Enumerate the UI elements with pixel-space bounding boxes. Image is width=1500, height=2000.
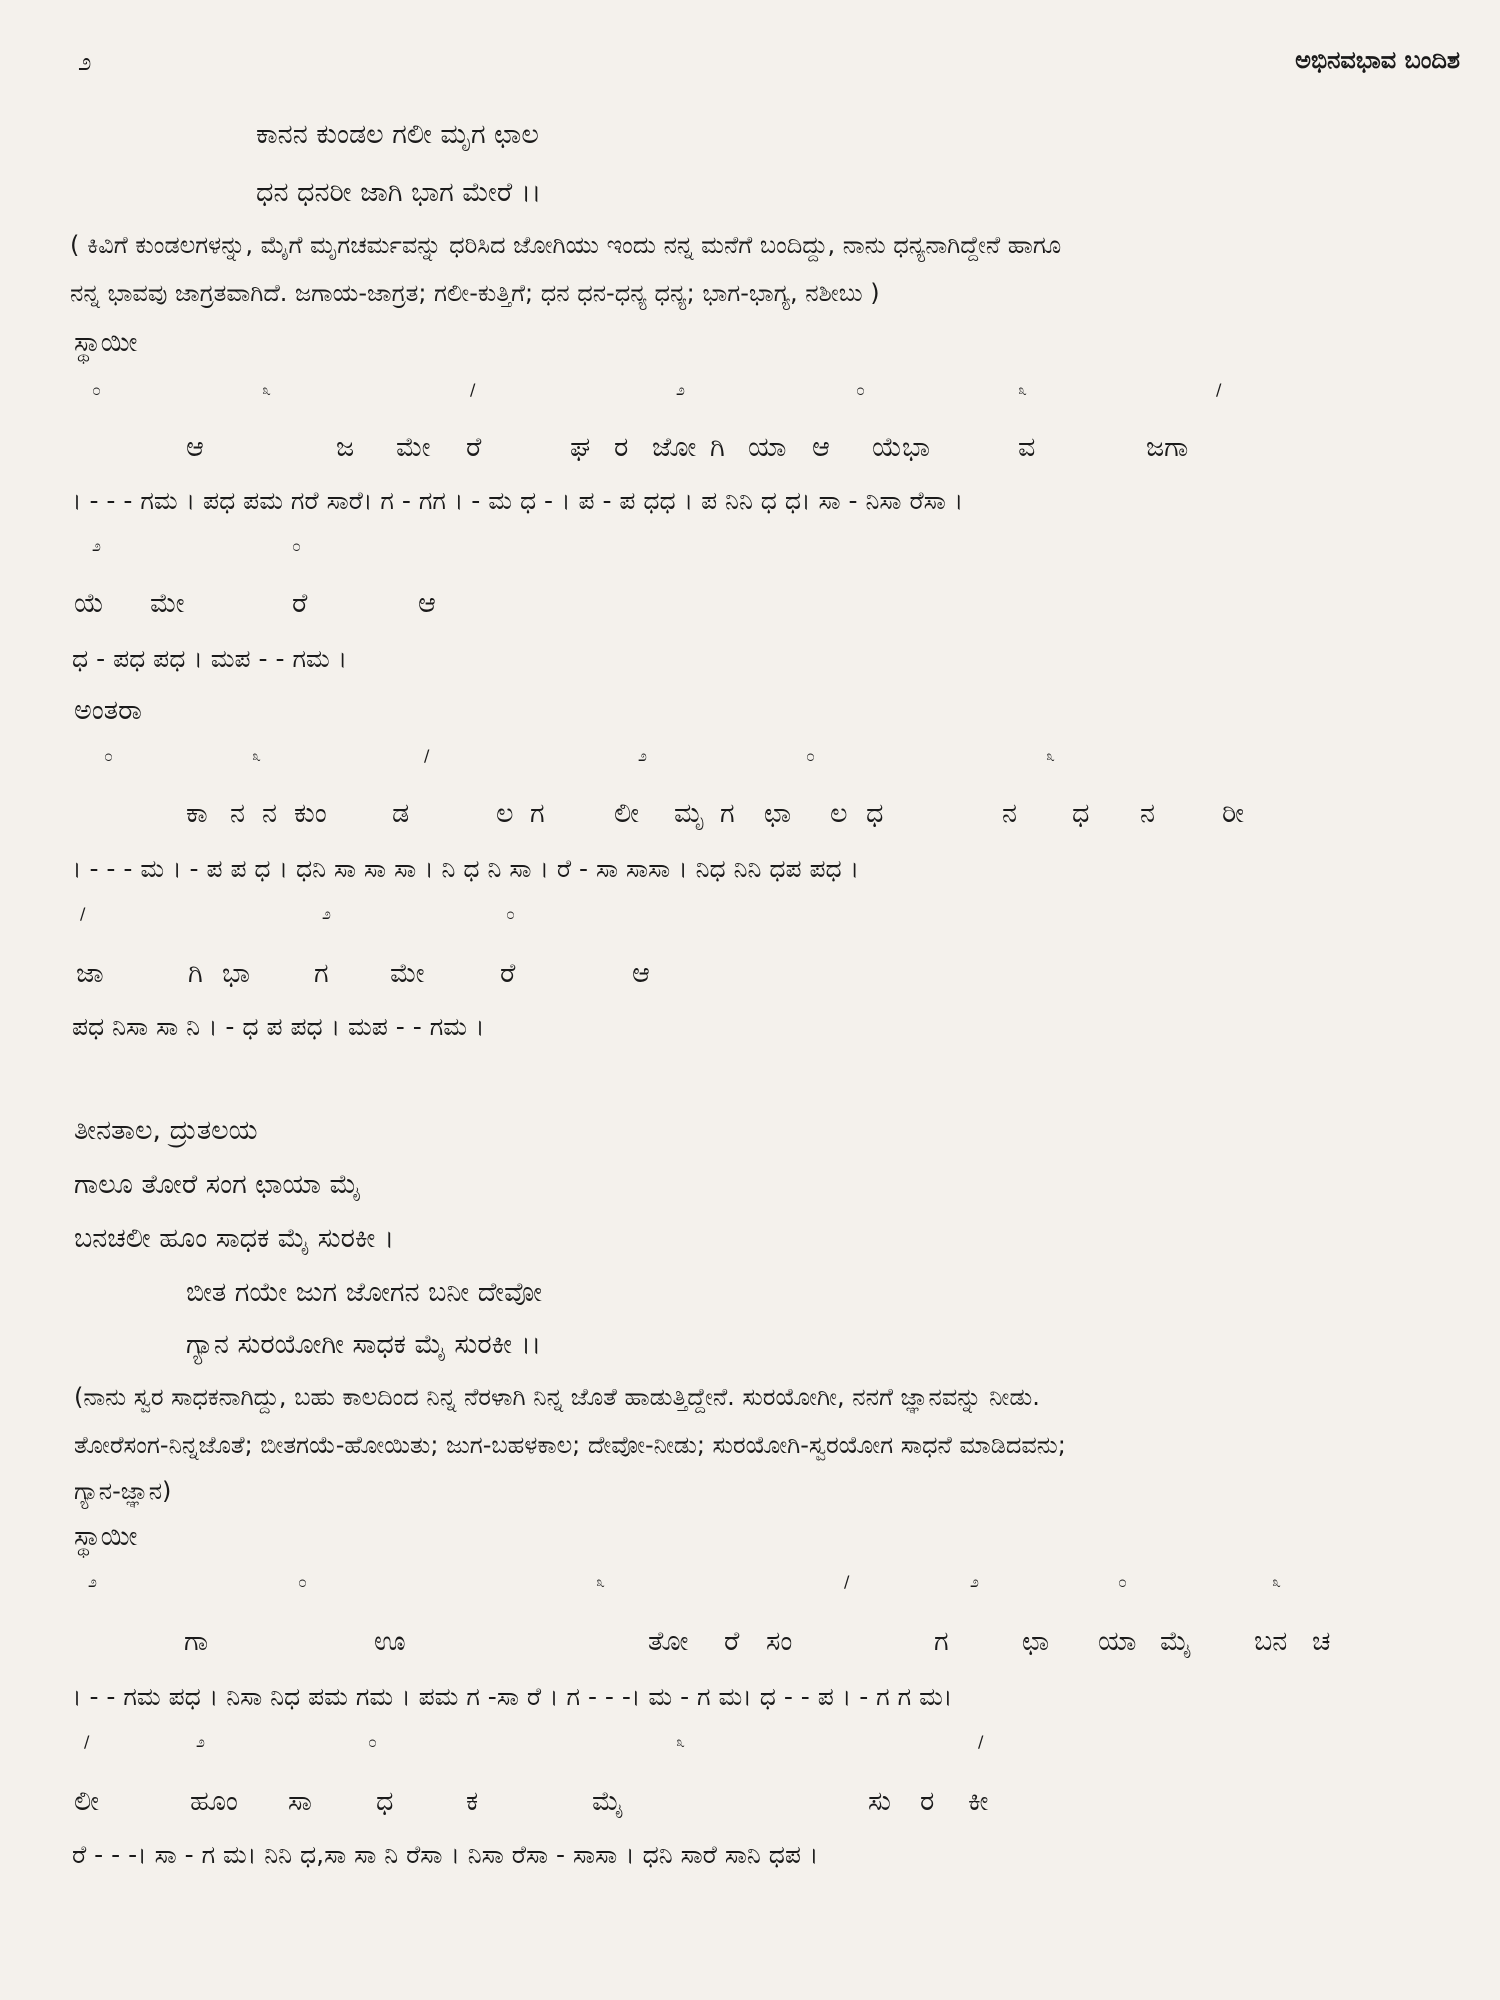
taal-mark: / [844, 1572, 850, 1591]
sthayi2-taal-row-2 [0, 1732, 1500, 1766]
sthayi1-lyrics-row-2 [0, 588, 1500, 622]
lyric-syllable: ರೆ [724, 1626, 740, 1657]
lyric-syllable: ರೆ [500, 958, 516, 989]
lyric-syllable: ಧ [1072, 798, 1090, 829]
lyric-syllable: ಕ [466, 1786, 479, 1817]
lyric-syllable: ಛಾ [1022, 1626, 1050, 1657]
taal-mark: ೩ [1046, 746, 1055, 765]
lyric-syllable: ಜೋ [652, 432, 697, 463]
poem1-meaning-1: ( ಕಿವಿಗೆ ಕುಂಡಲಗಳನ್ನು, ಮೈಗೆ ಮೃಗಚರ್ಮವನ್ನು ಧರಿಸಿದ ಜೋಗಿಯು ಇಂದು ನನ್ನ ಮನೆಗೆ ಬಂದಿದ್ದು, ನಾನು ಧನ್ಯನಾಗಿದ್ದೇನೆ ಹಾಗೂ [70, 231, 1062, 259]
taal-mark: / [80, 904, 86, 923]
running-title: ಅಭಿನವಭಾವ ಬಂದಿಶ [1295, 46, 1460, 74]
lyric-syllable: ಯೆಭಾ [872, 432, 930, 463]
sthayi1-taal-row [0, 380, 1500, 414]
taal-heading: ತೀನತಾಲ, ದ್ರುತಲಯ [74, 1115, 258, 1146]
taal-mark: ೨ [92, 536, 101, 555]
taal-mark: ೩ [1018, 380, 1027, 399]
lyric-syllable: ಊ [374, 1626, 406, 1657]
page-number: ೨ [78, 48, 92, 76]
taal-mark: ೨ [970, 1572, 979, 1591]
sthayi1-notes: । - - - ಗಮ । ಪಧ ಪಮ ಗರೆ ಸಾರೆ। ಗ - ಗಗ । - ಮ ಧ - । ಪ - ಪ ಧಧ । ಪ ನಿನಿ ಧ ಧ। ಸಾ - ನಿಸಾ ರೆಸಾ । [72, 486, 964, 515]
lyric-syllable: ರೆ [292, 588, 308, 619]
lyric-syllable: ಜಾ [76, 958, 104, 989]
sthayi2-notes: । - - ಗಮ ಪಧ । ನಿಸಾ ನಿಧ ಪಮ ಗಮ । ಪಮ ಗ -ಸಾ ರೆ । ಗ - - -। ಮ - ಗ ಮ। ಧ - - ಪ । - ಗ ಗ ಮ। [72, 1682, 953, 1711]
lyric-syllable: ಆ [418, 588, 436, 619]
sthayi2-label: ಸ್ಥಾಯೀ [74, 1521, 138, 1552]
antara1-lyrics-row [0, 798, 1500, 832]
taal-mark: ೦ [1118, 1572, 1127, 1591]
lyric-syllable: ಜಗಾ [1146, 432, 1189, 463]
lyric-syllable: ಗ [720, 798, 735, 829]
poem1-meaning-2: ನನ್ನ ಭಾವವು ಜಾಗ್ರತವಾಗಿದೆ. ಜಗಾಯ-ಜಾಗ್ರತ; ಗಲೀ-ಕುತ್ತಿಗೆ; ಧನ ಧನ-ಧನ್ಯ ಧನ್ಯ; ಭಾಗ-ಭಾಗ್ಯ, ನಶೀಬು ) [70, 279, 880, 307]
lyric-syllable: ಭಾ [222, 958, 250, 989]
taal-mark: ೦ [298, 1572, 307, 1591]
antara1-notes: । - - - ಮ । - ಪ ಪ ಧ । ಧನಿ ಸಾ ಸಾ ಸಾ । ನಿ ಧ ನಿ ಸಾ । ರೆ - ಸಾ ಸಾಸಾ । ನಿಧ ನಿನಿ ಧಪ ಪಧ । [72, 854, 860, 883]
taal-mark: ೨ [196, 1732, 205, 1751]
lyric-syllable: ನ [230, 798, 246, 829]
lyric-syllable: ಲೀ [614, 798, 639, 829]
lyric-syllable: ಯೆ [74, 588, 104, 619]
poem2-line2: ಬನಚಲೀ ಹೂಂ ಸಾಧಕ ಮೈ ಸುರಕೀ । [74, 1223, 395, 1254]
lyric-syllable: ಮೈ [1160, 1626, 1192, 1657]
poem2-line3: ಬೀತ ಗಯೇ ಜುಗ ಜೋಗನ ಬನೀ ದೇವೋ [186, 1277, 543, 1308]
taal-mark: ೩ [262, 380, 271, 399]
lyric-syllable: ರೀ [1222, 798, 1245, 829]
lyric-syllable: ಗಾ [184, 1626, 209, 1657]
taal-mark: ೦ [292, 536, 301, 555]
lyric-syllable: ರೆ [466, 432, 482, 463]
lyric-syllable: ಚ [1312, 1626, 1331, 1657]
taal-mark: ೨ [638, 746, 647, 765]
lyric-syllable: ಬನ [1254, 1626, 1288, 1657]
lyric-syllable: ಮೇ [390, 958, 425, 989]
taal-mark: ೦ [368, 1732, 377, 1751]
lyric-syllable: ಮೈ [592, 1786, 624, 1817]
lyric-syllable: ನ [1002, 798, 1018, 829]
lyric-syllable: ಮೇ [150, 588, 185, 619]
taal-mark: ೩ [676, 1732, 685, 1751]
antara1-notes-2: ಪಧ ನಿಸಾ ಸಾ ನಿ । - ಧ ಪ ಪಧ । ಮಪ - - ಗಮ । [72, 1012, 485, 1041]
poem2-meaning-1: (ನಾನು ಸ್ವರ ಸಾಧಕನಾಗಿದ್ದು, ಬಹು ಕಾಲದಿಂದ ನಿನ್ನ ನೆರಳಾಗಿ ನಿನ್ನ ಜೊತೆ ಹಾಡುತ್ತಿದ್ದೇನೆ. ಸುರಯೋಗೀ, ನನಗೆ ಜ್ಞಾನವನ್ನು ನೀಡು. [74, 1383, 1040, 1411]
lyric-syllable: ಹೂಂ [190, 1786, 238, 1817]
lyric-syllable: ಯಾ [748, 432, 787, 463]
antara1-taal-row [0, 746, 1500, 780]
taal-mark: ೨ [88, 1572, 97, 1591]
lyric-syllable: ಗಿ [710, 432, 725, 463]
antara1-taal-row-2 [0, 904, 1500, 938]
taal-mark: ೨ [322, 904, 331, 923]
antara1-lyrics-row-2 [0, 958, 1500, 992]
taal-mark: ೦ [92, 380, 101, 399]
sthayi2-notes-2: ರೆ - - -। ಸಾ - ಗ ಮ। ನಿನಿ ಧ,ಸಾ ಸಾ ನಿ ರೆಸಾ । ನಿಸಾ ರೆಸಾ - ಸಾಸಾ । ಧನಿ ಸಾರೆ ಸಾನಿ ಧಪ । [72, 1840, 819, 1869]
taal-mark: ೦ [856, 380, 865, 399]
lyric-syllable: ಲ [496, 798, 514, 829]
taal-mark: / [424, 746, 430, 765]
lyric-syllable: ಜ [336, 432, 355, 463]
poem2-line4: ಗ್ಯಾನ ಸುರಯೋಗೀ ಸಾಧಕ ಮೈ ಸುರಕೀ ।। [186, 1329, 542, 1360]
lyric-syllable: ನ [1140, 798, 1156, 829]
lyric-syllable: ಆ [632, 958, 650, 989]
lyric-syllable: ಧ [376, 1786, 394, 1817]
lyric-syllable: ಸಾ [288, 1786, 312, 1817]
lyric-syllable: ಗ [314, 958, 329, 989]
lyric-syllable: ಧ [866, 798, 884, 829]
lyric-syllable: ಸು [868, 1786, 891, 1817]
lyric-syllable: ಲೀ [74, 1786, 99, 1817]
sthayi2-lyrics-row [0, 1626, 1500, 1660]
lyric-syllable: ಕಾ [186, 798, 208, 829]
lyric-syllable: ವ [1018, 432, 1036, 463]
lyric-syllable: ನ [262, 798, 278, 829]
taal-mark: / [1216, 380, 1222, 399]
lyric-syllable: ರ [614, 432, 629, 463]
taal-mark: / [470, 380, 476, 399]
taal-mark: ೨ [676, 380, 685, 399]
lyric-syllable: ತೋ [648, 1626, 689, 1657]
lyric-syllable: ಮೇ [396, 432, 431, 463]
taal-mark: ೩ [596, 1572, 605, 1591]
lyric-syllable: ರ [920, 1786, 935, 1817]
taal-mark: ೦ [104, 746, 113, 765]
lyric-syllable: ಆ [812, 432, 830, 463]
taal-mark: / [978, 1732, 984, 1751]
lyric-syllable: ಮೃ [674, 798, 705, 829]
taal-mark: ೩ [1272, 1572, 1281, 1591]
lyric-syllable: ಗ [934, 1626, 949, 1657]
taal-mark: ೦ [806, 746, 815, 765]
taal-mark: / [84, 1732, 90, 1751]
lyric-syllable: ಗಿ [188, 958, 203, 989]
lyric-syllable: ಆ [186, 432, 204, 463]
sthayi1-taal-row-2 [0, 536, 1500, 570]
lyric-syllable: ಘ [570, 432, 591, 463]
sthayi1-lyrics-row [0, 432, 1500, 466]
lyric-syllable: ಲ [830, 798, 848, 829]
lyric-syllable: ಕೀ [968, 1786, 989, 1817]
sthayi1-label: ಸ್ಥಾಯೀ [74, 327, 138, 358]
lyric-syllable: ಯಾ [1098, 1626, 1137, 1657]
taal-mark: ೩ [252, 746, 261, 765]
poem1-line1: ಕಾನನ ಕುಂಡಲ ಗಲೀ ಮೃಗ ಛಾಲ [256, 119, 539, 150]
sthayi2-lyrics-row-2 [0, 1786, 1500, 1820]
lyric-syllable: ಸಂ [766, 1626, 793, 1657]
lyric-syllable: ಛಾ [764, 798, 792, 829]
poem2-meaning-2: ತೋರೆಸಂಗ-ನಿನ್ನಜೊತೆ; ಬೀತಗಯೆ-ಹೋಯಿತು; ಜುಗ-ಬಹಳಕಾಲ; ದೇವೋ-ನೀಡು; ಸುರಯೋಗಿ-ಸ್ವರಯೋಗ ಸಾಧನೆ ಮಾಡಿದವನು; [74, 1431, 1066, 1459]
lyric-syllable: ಕುಂ [294, 798, 327, 829]
poem1-line2: ಧನ ಧನರೀ ಜಾಗಿ ಭಾಗ ಮೇರೆ ।। [256, 177, 542, 208]
sthayi1-notes-2: ಧ - ಪಧ ಪಧ । ಮಪ - - ಗಮ । [72, 644, 348, 673]
lyric-syllable: ಡ [392, 798, 410, 829]
sthayi2-taal-row [0, 1572, 1500, 1606]
poem2-line1: ಗಾಲೂ ತೋರೆ ಸಂಗ ಛಾಯಾ ಮೈ [74, 1169, 361, 1200]
lyric-syllable: ಗ [530, 798, 545, 829]
taal-mark: ೦ [506, 904, 515, 923]
poem2-meaning-3: ಗ್ಯಾನ-ಜ್ಞಾನ) [74, 1477, 172, 1505]
antara1-label: ಅಂತರಾ [74, 695, 142, 726]
